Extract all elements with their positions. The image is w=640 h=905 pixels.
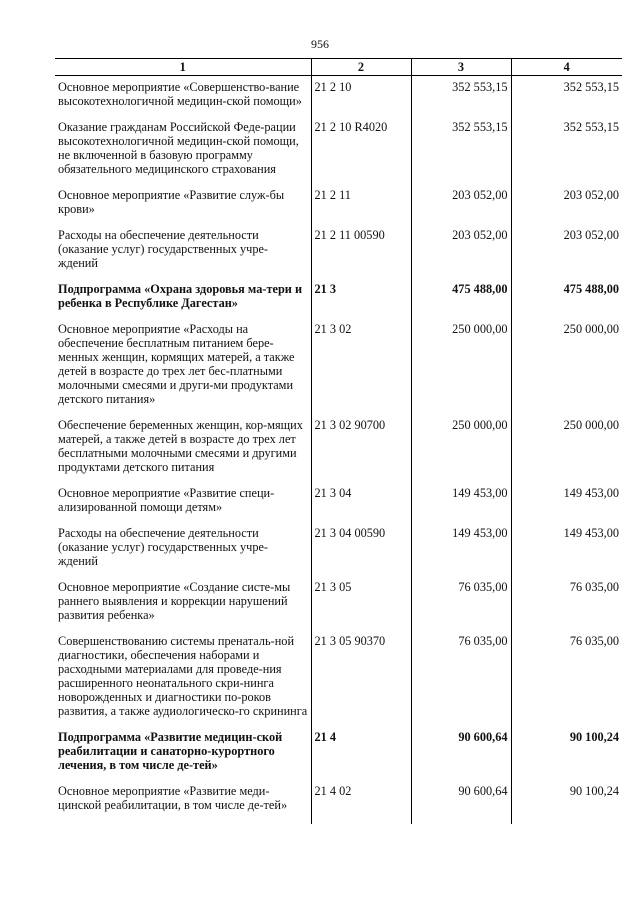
table-row	[55, 634, 622, 730]
table-row	[55, 228, 622, 282]
row-value-col4: 203 052,00	[511, 228, 622, 282]
row-name-cell: Основное мероприятие «Развитие меди-цинской реабилитации, в том числе де-тей»	[58, 784, 288, 812]
row-value-col3: 203 052,00	[411, 228, 511, 282]
row-value-col4: 149 453,00	[511, 526, 622, 580]
table-row	[55, 580, 622, 634]
row-name-cell: Расходы на обеспечение деятельности (оказание услуг) государственных учре-ждений	[58, 228, 269, 270]
row-value-col4: 475 488,00	[511, 282, 622, 322]
table-row	[55, 730, 622, 784]
table-row	[55, 120, 622, 188]
row-code-cell: 21 3 05	[311, 580, 411, 634]
row-code-cell: 21 2 10 R4020	[311, 120, 411, 188]
table-header-row	[55, 59, 622, 76]
row-code-cell: 21 2 10	[311, 76, 411, 121]
row-value-col3: 76 035,00	[411, 634, 511, 730]
row-value-col3: 90 600,64	[411, 784, 511, 824]
row-value-col4: 76 035,00	[511, 634, 622, 730]
row-code-cell: 21 4 02	[311, 784, 411, 824]
row-code-cell: 21 3 05 90370	[311, 634, 411, 730]
column-header-3: 3	[411, 59, 511, 76]
row-code-cell: 21 2 11	[311, 188, 411, 228]
row-name-cell: Совершенствованию системы пренаталь-ной диагностики, обеспечения наборами и расходными материалами для проведе-ния расширенного неонатального скри-нинга новорожденных и диагностики по-роков развития, а также аудиологическо-го скрининга	[58, 634, 308, 718]
row-code-cell: 21 3	[311, 282, 411, 322]
row-value-col4: 352 553,15	[511, 120, 622, 188]
row-name-cell: Основное мероприятие «Расходы на обеспечение бесплатным питанием бере-менных женщин, кормящих матерей, а также детей в возрасте до трех лет бес-платными молочными смесями и други-ми продуктами детского питания»	[58, 322, 295, 406]
row-name-cell: Расходы на обеспечение деятельности (оказание услуг) государственных учре-ждений	[58, 526, 269, 568]
row-code-cell: 21 3 02	[311, 322, 411, 418]
row-value-col3: 90 600,64	[411, 730, 511, 784]
row-value-col4: 76 035,00	[511, 580, 622, 634]
row-name-cell: Подпрограмма «Охрана здоровья ма-тери и ребенка в Республике Дагестан»	[58, 282, 303, 310]
row-value-col3: 149 453,00	[411, 486, 511, 526]
row-value-col3: 149 453,00	[411, 526, 511, 580]
row-name-cell: Обеспечение беременных женщин, кор-мящих матерей, а также детей в возрасте до трех лет бесплатными молочными смесями и другими продуктами детского питания	[58, 418, 303, 474]
table-row	[55, 76, 622, 121]
row-value-col3: 250 000,00	[411, 418, 511, 486]
row-code-cell: 21 4	[311, 730, 411, 784]
row-value-col4: 203 052,00	[511, 188, 622, 228]
row-value-col4: 149 453,00	[511, 486, 622, 526]
table-row	[55, 418, 622, 486]
budget-table	[55, 58, 622, 824]
row-value-col4: 90 100,24	[511, 784, 622, 824]
row-name-cell: Подпрограмма «Развитие медицин-ской реабилитации и санаторно-курортного лечения, в том числе де-тей»	[58, 730, 283, 772]
row-value-col4: 250 000,00	[511, 322, 622, 418]
row-value-col3: 475 488,00	[411, 282, 511, 322]
row-value-col4: 250 000,00	[511, 418, 622, 486]
row-code-cell: 21 3 02 90700	[311, 418, 411, 486]
row-value-col4: 90 100,24	[511, 730, 622, 784]
row-name-cell: Основное мероприятие «Создание систе-мы раннего выявления и коррекции нарушений развития ребенка»	[58, 580, 291, 622]
row-code-cell: 21 3 04 00590	[311, 526, 411, 580]
row-code-cell: 21 3 04	[311, 486, 411, 526]
row-name-cell: Основное мероприятие «Развитие специ-ализированной помощи детям»	[58, 486, 275, 514]
row-value-col3: 76 035,00	[411, 580, 511, 634]
table-row	[55, 486, 622, 526]
table-row	[55, 526, 622, 580]
row-value-col3: 203 052,00	[411, 188, 511, 228]
row-name-cell: Оказание гражданам Российской Феде-рации высокотехнологичной медицин-ской помощи, не включенной в базовую программу обязательного медицинского страхования	[58, 120, 299, 176]
row-code-cell: 21 2 11 00590	[311, 228, 411, 282]
row-value-col3: 352 553,15	[411, 120, 511, 188]
column-header-1: 1	[55, 59, 311, 76]
row-value-col3: 352 553,15	[411, 76, 511, 121]
table-row	[55, 322, 622, 418]
table-row	[55, 188, 622, 228]
row-name-cell: Основное мероприятие «Развитие служ-бы крови»	[58, 188, 285, 216]
table-row	[55, 784, 622, 824]
row-name-cell: Основное мероприятие «Совершенство-вание высокотехнологичной медицин-ской помощи»	[58, 80, 302, 108]
column-header-4: 4	[511, 59, 622, 76]
row-value-col4: 352 553,15	[511, 76, 622, 121]
page-number: 956	[311, 37, 329, 51]
table-row	[55, 282, 622, 322]
column-header-2: 2	[311, 59, 411, 76]
row-value-col3: 250 000,00	[411, 322, 511, 418]
